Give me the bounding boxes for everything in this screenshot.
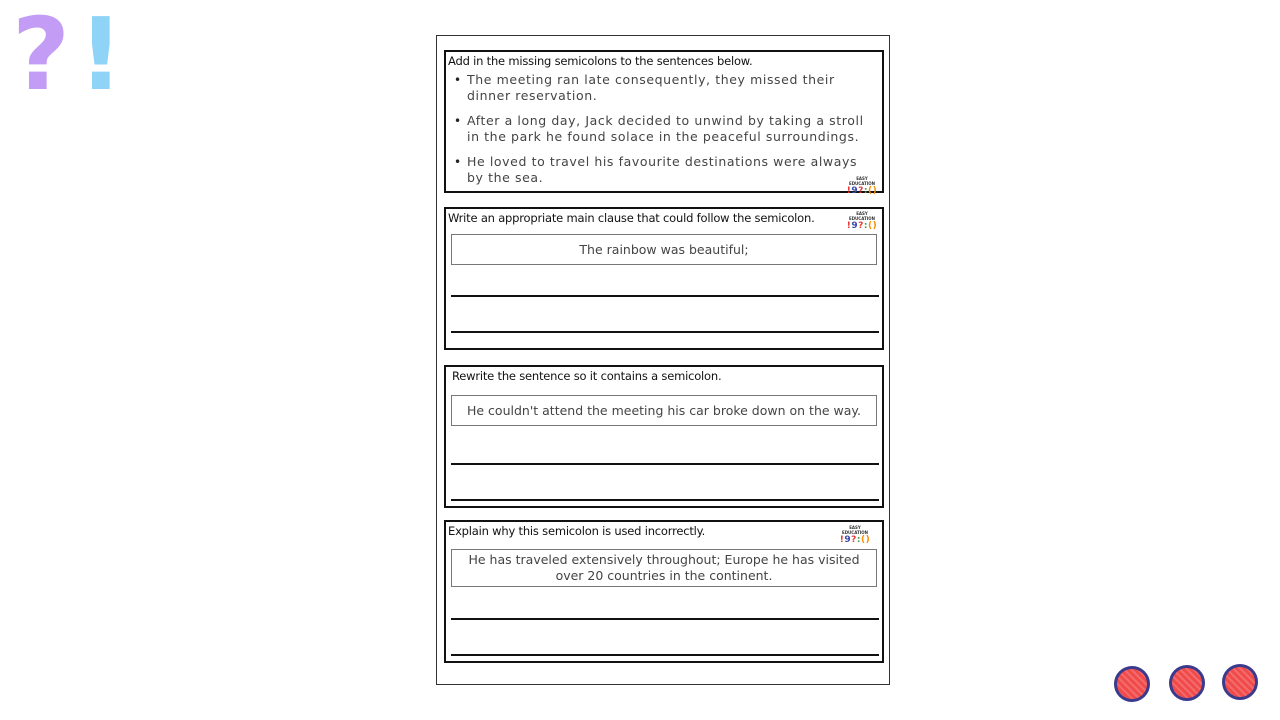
task3-box [444,365,884,508]
brand-logo-icon [843,176,881,196]
brand-logo-icon [836,525,874,545]
brand-glyphs: !9?:() [846,221,878,231]
list-item [454,113,874,145]
task2-box [444,207,884,350]
brand-glyphs: !9?:() [846,186,878,196]
task3-instruction: Rewrite the sentence so it contains a semicolon. [452,369,722,383]
list-item [454,154,874,186]
writing-line [451,463,879,465]
task4-instruction: Explain why this semicolon is used incorrectly. [448,524,706,538]
brand-text: EASY EDUCATION [849,176,875,186]
brand-glyphs: !9?:() [839,535,871,545]
brand-text: EASY EDUCATION [842,525,868,535]
writing-line [451,331,879,333]
task1-sentence-list [454,72,874,195]
brand-logo-icon [843,211,881,231]
task1-sentence: The meeting ran late consequently, they missed their dinner reservation. [467,72,835,103]
list-item [454,72,874,104]
nav-button-3[interactable] [1222,664,1258,700]
bullet-icon: • [454,114,462,128]
writing-line [451,654,879,656]
task1-instruction: Add in the missing semicolons to the sentences below. [448,54,753,68]
task4-box [444,520,884,663]
task3-sentence-box: He couldn't attend the meeting his car broke down on the way. [451,395,877,426]
task1-box [444,50,884,196]
task2-instruction: Write an appropriate main clause that could follow the semicolon. [448,211,815,225]
task4-sentence-box: He has traveled extensively throughout; Europe he has visited over 20 countries in the continent. [451,549,877,587]
writing-line [451,499,879,501]
bullet-icon: • [454,73,462,87]
bullet-icon: • [454,155,462,169]
nav-button-2[interactable] [1169,665,1205,701]
nav-button-1[interactable] [1114,666,1150,702]
brand-text: EASY EDUCATION [849,211,875,221]
task1-sentence: After a long day, Jack decided to unwind by taking a stroll in the park he found solace in the peaceful surroundings. [467,113,864,144]
writing-line [451,295,879,297]
task1-sentence: He loved to travel his favourite destinations were always by the sea. [467,154,858,185]
task2-sentence-box: The rainbow was beautiful; [451,234,877,265]
writing-line [451,618,879,620]
question-mark-logo: ? [12,0,71,113]
worksheet-page [436,35,890,685]
exclamation-mark-logo: ! [78,0,124,113]
